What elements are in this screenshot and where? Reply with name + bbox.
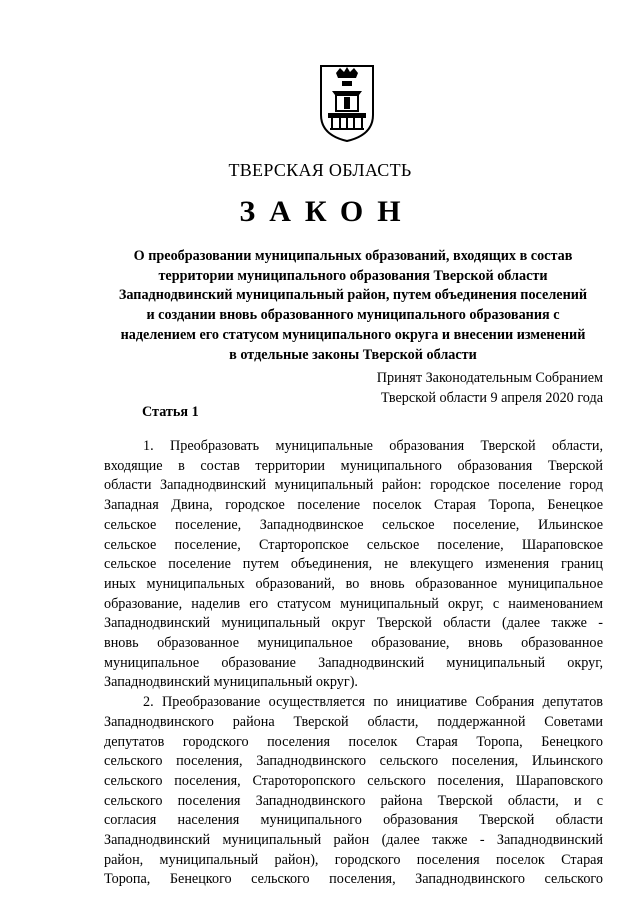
title-line: О преобразовании муниципальных образований, входящих в состав	[133, 248, 573, 264]
tver-coat-of-arms-icon	[318, 63, 376, 143]
title-line: и создании вновь образованного муниципального образования с	[146, 307, 560, 324]
document-type: ЗАКОН	[239, 195, 415, 228]
text-line: Западнодвинский муниципальный округ Тверской области (далее также -	[104, 615, 603, 632]
text-line: 1. Преобразовать муниципальные образования Тверской области,	[143, 438, 603, 454]
paragraph-2	[104, 693, 603, 890]
text-line: Западнодвинский муниципальный район (далее также - Западнодвинский	[104, 832, 603, 849]
text-line: входящие в состав территории муниципального образования Тверской	[104, 457, 603, 474]
text-line: Западнодвинский муниципальный округ).	[104, 674, 358, 691]
text-line: Западная Двина, городское поселение поселок Старая Торопа, Бенецкое	[104, 497, 603, 514]
text-line: образование, наделив его статусом муниципальный округ, с наименованием	[104, 595, 603, 612]
text-line: район, муниципальный район), городского поселения поселок Старая	[104, 851, 603, 868]
article-heading: Статья 1	[142, 404, 199, 420]
adoption-line: Принят Законодательным Собранием	[376, 370, 603, 386]
text-line: иных муниципальных образований, во вновь образованное муниципальное	[104, 575, 603, 592]
text-line: области Западнодвинский муниципальный район: городское поселение город	[104, 477, 603, 494]
text-line: сельского поселения, Западнодвинского сельского поселения, Ильинского	[104, 753, 603, 770]
title-line: наделением его статусом муниципального округа и внесении изменений	[120, 326, 586, 343]
title-line: Западнодвинский муниципальный район, путем объединения поселений	[118, 287, 588, 304]
adoption-note	[377, 369, 603, 408]
text-line: сельского поселения, Староторопского сельского поселения, Шараповского	[104, 772, 603, 789]
text-line: Западнодвинского района Тверской области, поддержанной Советами	[104, 713, 603, 730]
text-line: муниципальное образование Западнодвинский муниципальный округ,	[104, 654, 603, 671]
text-line: 2. Преобразование осуществляется по инициативе Собрания депутатов	[143, 694, 603, 711]
paragraph-1	[104, 437, 603, 693]
text-line: депутатов городского поселения поселок Старая Торопа, Бенецкого	[104, 733, 603, 750]
title-line: территории муниципального образования Тверской области	[158, 267, 548, 284]
law-title	[96, 247, 610, 365]
title-line: в отдельные законы Тверской области	[229, 346, 477, 363]
text-line: сельское поселение, Старторопское сельское поселение, Шараповское	[104, 536, 603, 553]
region-name: ТВЕРСКАЯ ОБЛАСТЬ	[228, 160, 412, 180]
text-line: вновь образованное муниципальное образование, вновь образованное	[104, 635, 603, 652]
article-body	[104, 437, 603, 890]
adoption-date: Тверской области 9 апреля 2020 года	[380, 389, 603, 406]
text-line: сельское поселение, Западнодвинское сельское поселение, Ильинское	[104, 516, 603, 533]
text-line: сельского поселения Западнодвинского района Тверской области, и с	[104, 792, 603, 809]
text-line: согласия населения муниципального образования Тверской области	[104, 812, 603, 829]
text-line: Торопа, Бенецкого сельского поселения, Западнодвинского сельского	[104, 871, 603, 888]
text-line: сельское поселение путем объединения, не влекущего изменения границ	[104, 556, 603, 573]
